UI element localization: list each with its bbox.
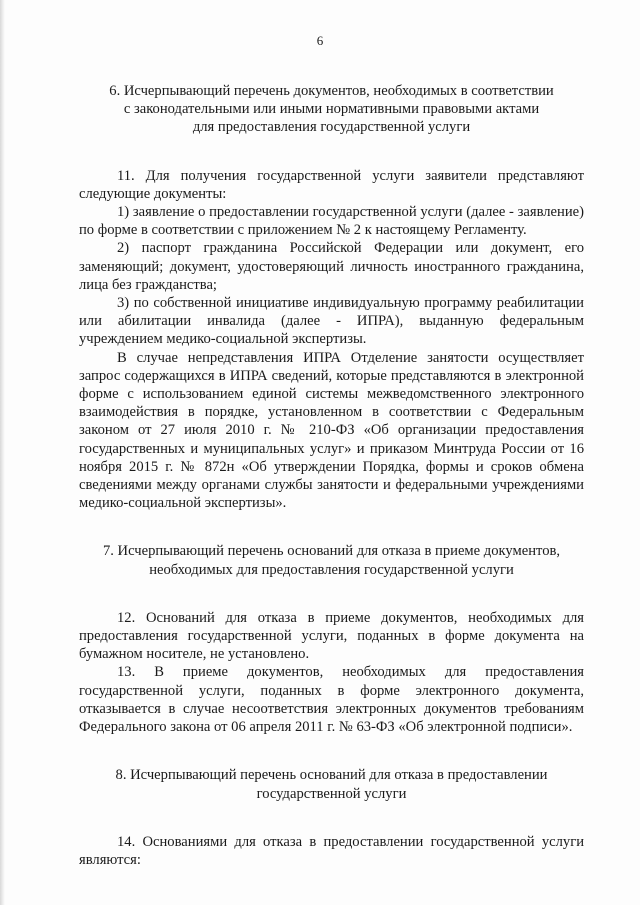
section-8-heading (79, 766, 584, 802)
heading-line: с законодательными или иными нормативными правовыми актами (123, 101, 540, 118)
paragraph-14: 14. Основаниями для отказа в предоставлении государственной услуги являются: (79, 833, 584, 868)
paragraph-11-item-1: 1) заявление о предоставлении государственной услуги (далее - заявление) по форме в соответствии с приложением № 2 к настоящему Регламенту. (79, 204, 584, 239)
paragraph-11: 11. Для получения государственной услуги заявители представляют следующие документы: (79, 167, 584, 202)
page-number: 6 (316, 33, 324, 48)
heading-line: государственной услуги (256, 785, 407, 802)
scan-edge (0, 0, 5, 905)
heading-line: 6. Исчерпывающий перечень документов, необходимых в соответствии (109, 83, 554, 99)
section-7-heading (79, 542, 584, 578)
heading-line: для предоставления государственной услуги (192, 119, 471, 136)
paragraph-11-item-2: 2) паспорт гражданина Российской Федерации или документ, его заменяющий; документ, удостоверяющий личность иностранного гражданина, лица без гражданства; (79, 240, 584, 293)
heading-line: 8. Исчерпывающий перечень оснований для отказа в предоставлении (115, 767, 548, 784)
section-6-heading (79, 82, 584, 137)
document-body (79, 82, 584, 869)
paragraph-13: 13. В приеме документов, необходимых для предоставления государственной услуги, поданных в форме электронного документа, отказывается в случае несоответствия электронных документов требованиям Федерального закона от 06 апреля 2011 г. № 63-ФЗ «Об электронной подписи». (79, 664, 584, 736)
paragraph-ipra-request: В случае непредставления ИПРА Отделение занятости осуществляет запрос содержащихся в ИПРА сведений, которые представляются в электронной форме с использованием единой системы межведомственного электронного взаимодействия в порядке, установленном в соответствии с Федеральным законом от 27 июля 2010 г. № 210-ФЗ «Об организации предоставления государственных и муниципальных услуг» и приказом Минтруда России от 16 ноября 2015 г. № 872н «Об утверждении Порядка, формы и сроков обмена сведениями между органами службы занятости и федеральными учреждениями медико-социальной экспертизы». (79, 349, 584, 512)
paragraph-11-item-3: 3) по собственной инициативе индивидуальную программу реабилитации или абилитации инвалида (далее - ИПРА), выданную федеральным учреждением медико-социальной экспертизы. (79, 295, 584, 348)
heading-line: 7. Исчерпывающий перечень оснований для отказа в приеме документов, (102, 543, 561, 560)
paragraph-12: 12. Оснований для отказа в приеме документов, необходимых для предоставления государственной услуги, поданных в форме документа на бумажном носителе, не установлено. (79, 609, 584, 663)
heading-line: необходимых для предоставления государственной услуги (149, 561, 514, 578)
